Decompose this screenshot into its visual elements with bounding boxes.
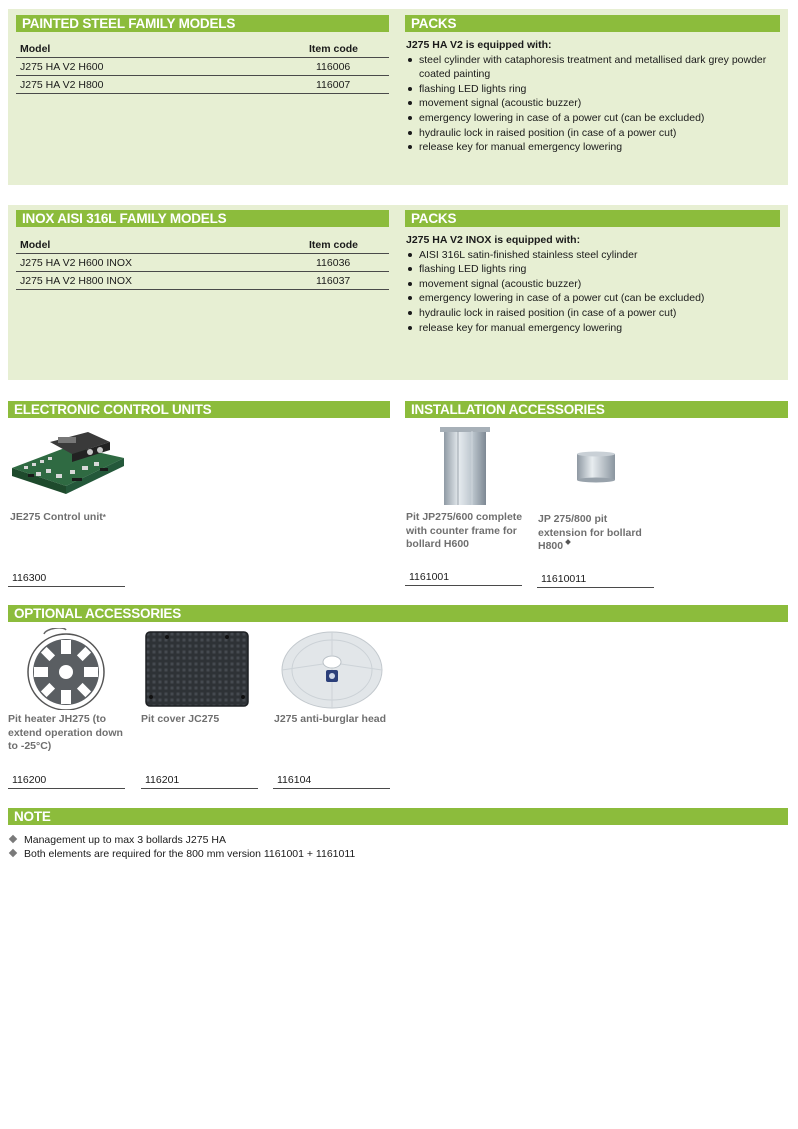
item-code: 116300 <box>8 572 125 587</box>
note-text: Both elements are required for the 800 mm version 1161001 + 1161011 <box>24 848 356 860</box>
table-row <box>16 254 389 272</box>
item-code: 116200 <box>8 774 125 789</box>
painted-packs-title: PACKS <box>405 15 780 32</box>
code-cell: 116036 <box>316 257 351 269</box>
list-item: release key for manual emergency lowering <box>406 140 776 155</box>
packs-intro: J275 HA V2 is equipped with: <box>406 39 552 51</box>
inox-packs-title: PACKS <box>405 210 780 227</box>
col-code-header: Item code <box>309 43 359 55</box>
pit-heater-caption: Pit heater JH275 (to extend operation down to -25°C) <box>8 713 123 752</box>
list-item: steel cylinder with cataphoresis treatment and metallised dark grey powder coated painting <box>406 53 776 82</box>
note-text: Management up to max 3 bollards J275 HA <box>24 834 226 846</box>
pit-extension-caption <box>538 513 656 554</box>
control-units-title: ELECTRONIC CONTROL UNITS <box>8 401 390 418</box>
pit-cover-image <box>145 631 249 707</box>
list-item: release key for manual emergency lowering <box>406 321 776 336</box>
list-item: movement signal (acoustic buzzer) <box>406 96 776 111</box>
packs-intro: J275 HA V2 INOX is equipped with: <box>406 234 581 246</box>
inox-packs-list <box>406 233 776 335</box>
caption-mark: * <box>102 513 106 522</box>
list-item: movement signal (acoustic buzzer) <box>406 277 776 292</box>
item-code: 116104 <box>273 774 390 789</box>
diamond-icon <box>9 849 17 857</box>
anti-burglar-head-image <box>280 630 384 710</box>
list-item: AISI 316L satin-finished stainless steel cylinder <box>406 248 776 263</box>
pit-extension-image <box>575 450 617 484</box>
painted-steel-table <box>16 40 389 94</box>
table-row <box>16 58 389 76</box>
item-code: 116201 <box>141 774 258 789</box>
note-title: NOTE <box>8 808 788 825</box>
code-cell: 116037 <box>316 275 351 287</box>
model-cell: J275 HA V2 H800 <box>20 79 104 91</box>
installation-title: INSTALLATION ACCESSORIES <box>405 401 788 418</box>
table-header-row <box>16 236 389 254</box>
anti-burglar-head-caption: J275 anti-burglar head <box>274 713 387 725</box>
table-header-row <box>16 40 389 58</box>
list-item: flashing LED lights ring <box>406 262 776 277</box>
caption-text: JP 275/800 pit extension for bollard H800 <box>538 513 642 552</box>
optional-title: OPTIONAL ACCESSORIES <box>8 605 788 622</box>
item-code: 11610011 <box>537 573 654 588</box>
list-item: hydraulic lock in raised position (in case of a power cut) <box>406 126 776 141</box>
model-cell: J275 HA V2 H600 INOX <box>20 257 133 269</box>
pit-caption: Pit JP275/600 complete with counter frame for bollard H600 <box>406 511 523 550</box>
diamond-icon <box>565 539 571 545</box>
list-item: emergency lowering in case of a power cut (can be excluded) <box>406 111 776 126</box>
painted-packs-list <box>406 38 776 155</box>
pit-image <box>440 425 490 509</box>
diamond-icon <box>9 835 17 843</box>
inox-table <box>16 236 389 290</box>
control-unit-caption <box>10 511 130 525</box>
code-cell: 116007 <box>316 79 351 91</box>
caption-text: JE275 Control unit <box>10 511 103 523</box>
list-item: hydraulic lock in raised position (in case of a power cut) <box>406 306 776 321</box>
code-cell: 116006 <box>316 61 351 73</box>
col-model-header: Model <box>20 239 51 251</box>
pit-cover-caption: Pit cover JC275 <box>141 713 220 725</box>
note-line <box>10 848 355 860</box>
model-cell: J275 HA V2 H600 <box>20 61 104 73</box>
col-model-header: Model <box>20 43 51 55</box>
pit-heater-image <box>16 628 116 710</box>
inox-title: INOX AISI 316L FAMILY MODELS <box>16 210 389 227</box>
control-unit-image <box>10 428 126 498</box>
model-cell: J275 HA V2 H800 INOX <box>20 275 133 287</box>
table-row <box>16 272 389 290</box>
item-code: 1161001 <box>405 571 522 586</box>
note-line <box>10 834 226 846</box>
painted-steel-title: PAINTED STEEL FAMILY MODELS <box>16 15 389 32</box>
list-item: emergency lowering in case of a power cut (can be excluded) <box>406 291 776 306</box>
col-code-header: Item code <box>309 239 359 251</box>
table-row <box>16 76 389 94</box>
list-item: flashing LED lights ring <box>406 82 776 97</box>
